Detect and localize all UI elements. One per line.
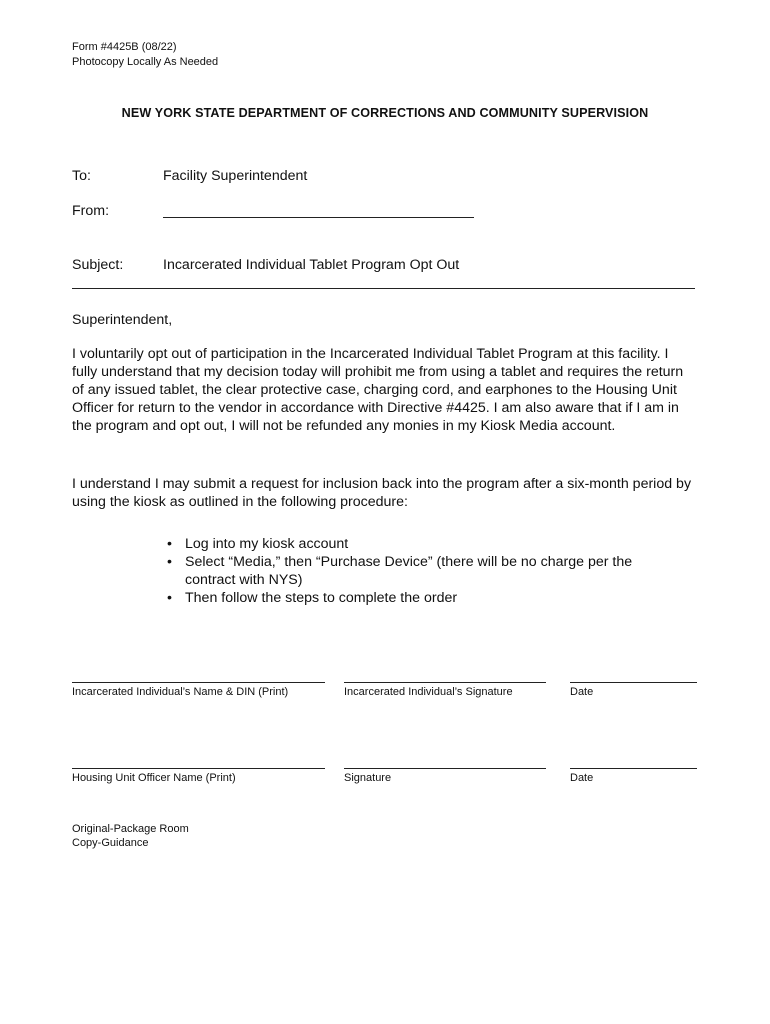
subject-divider [72,288,695,289]
individual-signature-line[interactable] [344,682,546,683]
officer-signature-caption: Signature [344,772,392,784]
officer-date-caption: Date [570,772,594,784]
individual-date-caption: Date [570,686,594,698]
distribution-original: Original-Package Room [72,823,189,835]
officer-date-line[interactable] [570,768,697,769]
distribution-copy: Copy-Guidance [72,837,149,849]
list-item: • Log into my kiosk account [163,535,673,553]
from-field[interactable] [163,200,474,218]
individual-name-caption: Incarcerated Individual’s Name & DIN (Print) [72,686,289,698]
opt-out-paragraph: I voluntarily opt out of participation in the Incarcerated Individual Tablet Program at this facility. I fully understand that my decision today will prohibit me from using a tablet and requires the return of any issued tablet, the clear protective case, charging cord, and earphones to the Housing Unit Officer for return to the vendor in accordance with Directive #4425. I am also aware that if I am in the program and opt out, I will not be refunded any monies in my Kiosk Media account. [72,346,684,434]
subject-value: Incarcerated Individual Tablet Program Opt Out [163,257,460,273]
individual-name-line[interactable] [72,682,325,683]
readmission-paragraph: I understand I may submit a request for inclusion back into the program after a six-month period by using the kiosk as outlined in the following procedure: [72,476,692,510]
salutation: Superintendent, [72,312,173,328]
from-label: From: [72,203,110,219]
officer-name-line[interactable] [72,768,325,769]
list-item: • Select “Media,” then “Purchase Device” (there will be no charge per the contract with NYS) [163,553,673,589]
to-label: To: [72,168,91,184]
list-item: • Then follow the steps to complete the order [163,589,673,607]
individual-signature-caption: Incarcerated Individual’s Signature [344,686,513,698]
procedure-list [163,535,673,607]
officer-signature-line[interactable] [344,768,546,769]
individual-date-line[interactable] [570,682,697,683]
form-number: Form #4425B (08/22) [72,41,177,53]
to-value: Facility Superintendent [163,168,308,184]
agency-title: NEW YORK STATE DEPARTMENT OF CORRECTIONS AND COMMUNITY SUPERVISION [121,106,649,120]
officer-name-caption: Housing Unit Officer Name (Print) [72,772,236,784]
copy-note: Photocopy Locally As Needed [72,56,219,68]
subject-label: Subject: [72,257,124,273]
